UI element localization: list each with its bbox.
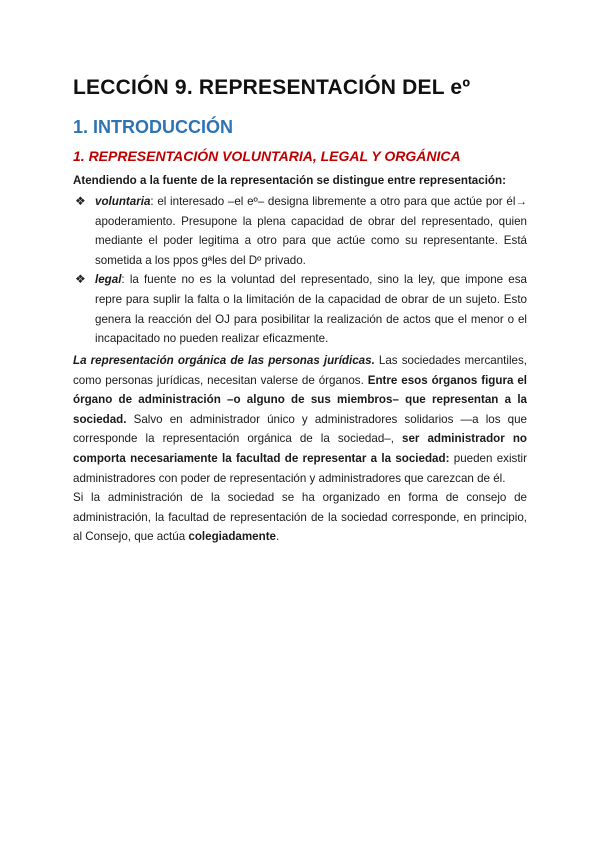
list-item xyxy=(73,192,527,270)
list-item xyxy=(73,270,527,348)
paragraph-intro: La representación orgánica de las personas jurídicas. xyxy=(73,354,375,367)
paragraph-bold-text: ser administrador no comporta necesariamente la facultad de representar a la sociedad: xyxy=(73,432,527,465)
bullet-term: legal xyxy=(95,273,122,287)
bullet-term: voluntaria xyxy=(95,195,151,208)
diamond-bullet-icon: ❖ xyxy=(75,194,86,208)
lead-paragraph: Atendiendo a la fuente de la representación se distingue entre representación: xyxy=(73,174,506,187)
page-title: LECCIÓN 9. REPRESENTACIÓN DEL eº xyxy=(73,76,471,99)
paragraph-text: pueden existir administradores con poder de representación y administradores que carezcan de él. xyxy=(73,451,527,485)
diamond-bullet-icon: ❖ xyxy=(75,272,86,287)
bullet-text: : el interesado –el eº– designa libremente a otro para que actúe por él→ apoderamiento. Presupone la plena capacidad de obrar del representado, quien mediante el poder legitima a otro para que actúe como su representante. Está sometida a los ppos gªles del Dº privado. xyxy=(95,195,527,267)
paragraph-text: Si la administración de la sociedad se ha organizado en forma de consejo de administración, la facultad de representación de la sociedad corresponde, en principio, al Consejo, que actúa xyxy=(73,491,527,544)
bullet-text: : la fuente no es la voluntad del representado, sino la ley, que impone esa repre para suplir la falta o la limitación de la capacidad de obrar de un sujeto. Esto genera la reacción del OJ para posibilitar la realización de actos que el menor o el incapacitado no pueden realizar eficazmente. xyxy=(95,273,527,346)
paragraph-text: . xyxy=(276,530,280,544)
paragraph-organic-representation xyxy=(73,351,527,488)
paragraph-bold-text: Entre esos órganos figura el órgano de administración –o alguno de sus miembros– que representan a la sociedad. xyxy=(73,373,527,426)
paragraph-text: Salvo en administrador único y administradores solidarios —a los que corresponde la representación orgánica de la sociedad–, xyxy=(73,412,527,446)
paragraph-board xyxy=(73,488,527,547)
paragraph-bold-text: colegiadamente xyxy=(188,530,277,544)
bullet-list xyxy=(73,192,527,349)
section-heading: 1. INTRODUCCIÓN xyxy=(73,117,234,137)
paragraph-text: Las sociedades mercantiles, como personas jurídicas, necesitan valerse de órganos. xyxy=(73,354,527,387)
subsection-heading: 1. REPRESENTACIÓN VOLUNTARIA, LEGAL Y ORGÁNICA xyxy=(73,148,461,164)
